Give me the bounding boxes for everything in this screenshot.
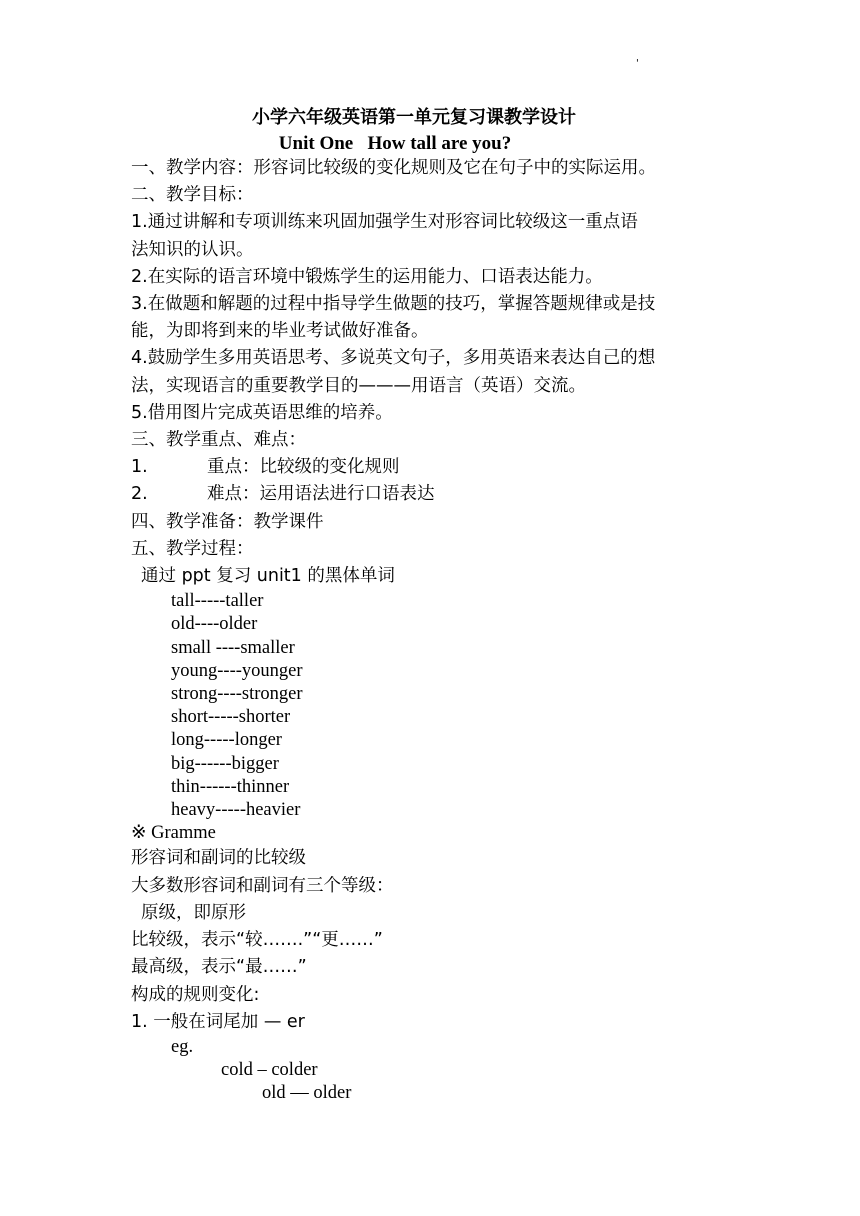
goal-line: 2.在实际的语言环境中锻炼学生的运用能力、口语表达能力。 — [131, 266, 603, 287]
grammar-line: 大多数形容词和副词有三个等级： — [131, 875, 394, 896]
keypoint-number: 1. — [131, 457, 148, 478]
word-list — [131, 590, 731, 822]
goal-line: 法，实现语言的重要教学目的———用语言（英语）交流。 — [131, 375, 586, 396]
goal-item — [131, 291, 731, 345]
goal-item — [131, 264, 731, 291]
keypoints-heading: 三、教学重点、难点： — [131, 430, 306, 451]
prep-line: 四、教学准备：教学课件 — [131, 511, 324, 532]
process-heading: 五、教学过程： — [131, 538, 254, 559]
rules-heading: 构成的规则变化: — [131, 984, 260, 1005]
word-pair: big------bigger — [171, 753, 279, 774]
keypoint-text: 难点：运用语法进行口语表达 — [207, 484, 435, 505]
keypoint-number: 2. — [131, 484, 148, 505]
goal-item — [131, 400, 731, 427]
goal-line: 5.借用图片完成英语思维的培养。 — [131, 402, 393, 423]
superlative-degree: 最高级，表示“最……” — [131, 957, 307, 978]
positive-degree: 原级，即原形 — [141, 902, 246, 923]
comparative-degree: 比较级，表示“较…….”“更……” — [131, 930, 383, 951]
page-mark: ' — [636, 58, 639, 69]
rule-one: 1. 一般在词尾加 — er — [131, 1011, 305, 1032]
word-pair: young----younger — [171, 660, 303, 681]
goal-item — [131, 209, 731, 263]
word-pair: heavy-----heavier — [171, 800, 301, 821]
word-pair: long-----longer — [171, 730, 282, 751]
goal-line: 4.鼓励学生多用英语思考、多说英文句子，多用英语来表达自己的想 — [131, 348, 656, 369]
document-subtitle: Unit One How tall are you? — [278, 133, 512, 154]
word-pair: old----older — [171, 614, 258, 635]
review-line: 通过 ppt 复习 unit1 的黑体单词 — [141, 566, 395, 587]
example-label: eg. — [171, 1036, 194, 1057]
example-line: old — older — [262, 1083, 352, 1104]
goal-item — [131, 345, 731, 399]
keypoint-item — [131, 481, 731, 508]
word-pair: thin------thinner — [171, 776, 290, 797]
word-pair: small ----smaller — [171, 637, 295, 658]
goal-line: 1.通过讲解和专项训练来巩固加强学生对形容词比较级这一重点语 — [131, 212, 638, 233]
goal-line: 3.在做题和解题的过程中指导学生做题的技巧，掌握答题规律或是技 — [131, 294, 656, 315]
grammar-line: 形容词和副词的比较级 — [131, 848, 306, 869]
keypoint-item — [131, 454, 731, 481]
example-line: cold – colder — [221, 1060, 318, 1081]
goal-line: 法知识的认识。 — [131, 239, 254, 260]
gramme-heading: ※ Gramme — [131, 823, 216, 844]
word-pair: tall-----taller — [171, 591, 264, 612]
document-body — [131, 155, 731, 1106]
word-pair: short-----shorter — [171, 707, 291, 728]
content-heading: 一、教学内容：形容词比较级的变化规则及它在句子中的实际运用。 — [131, 158, 656, 178]
word-pair: strong----stronger — [171, 684, 303, 705]
goals-heading: 二、教学目标： — [131, 185, 254, 206]
keypoint-text: 重点：比较级的变化规则 — [207, 457, 400, 478]
goal-line: 能，为即将到来的毕业考试做好准备。 — [131, 321, 429, 342]
document-title: 小学六年级英语第一单元复习课教学设计 — [252, 107, 576, 128]
